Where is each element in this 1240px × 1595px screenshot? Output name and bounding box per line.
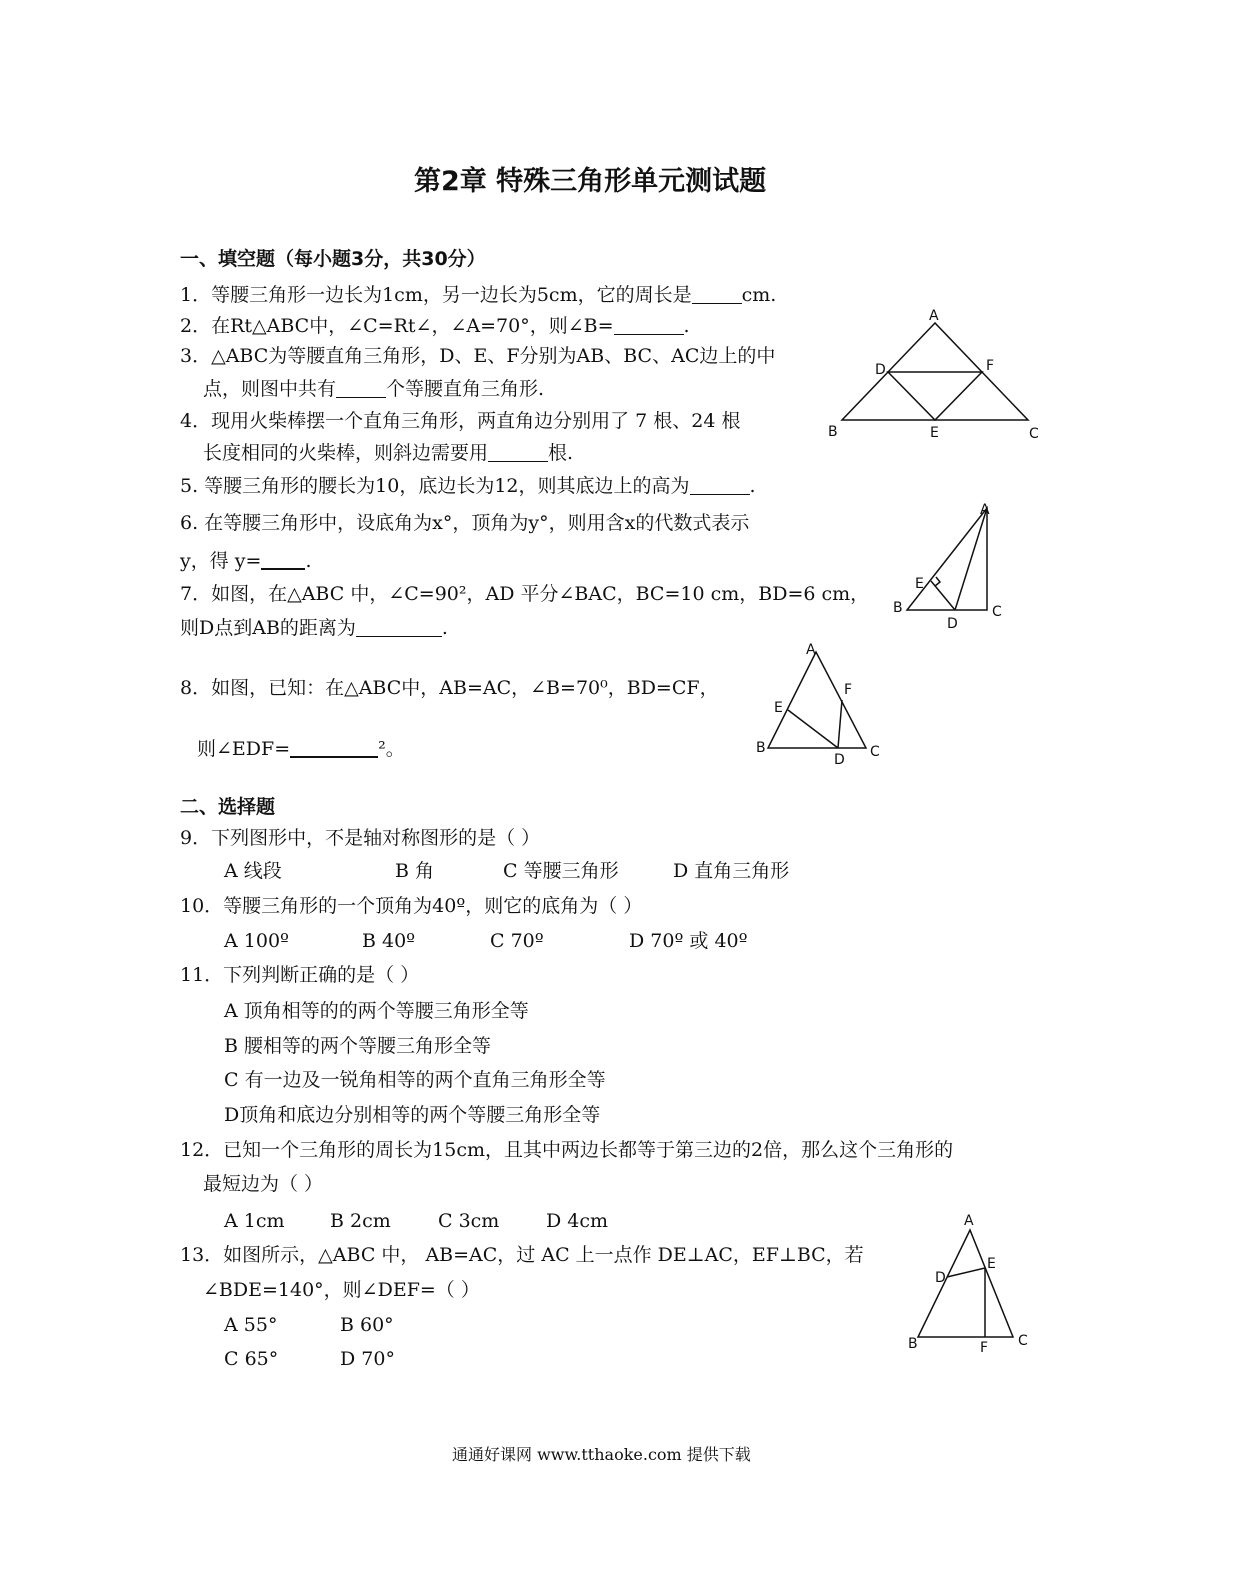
point-label-b: B [908,1336,918,1352]
point-label-b: B [828,424,838,440]
point-label-e: E [930,425,939,441]
option-c[interactable]: C 等腰三角形 [503,860,619,882]
option-d[interactable]: D顶角和底边分别相等的两个等腰三角形全等 [224,1104,601,1126]
answer-blank[interactable] [356,618,442,637]
point-label-e: E [774,700,783,716]
option-a[interactable]: A 线段 [224,860,282,882]
question-7-line-2: 则D点到AB的距离为 . [180,617,448,639]
figure-q8-triangle [750,640,890,770]
option-d[interactable]: D 直角三角形 [673,860,790,882]
point-label-c: C [870,744,880,760]
question-9: 9．下列图形中，不是轴对称图形的是（ ） [180,827,541,849]
question-12-line-1: 12．已知一个三角形的周长为15cm，且其中两边长都等于第三边的2倍，那么这个三角形的 [180,1139,954,1161]
question-11: 11．下列判断正确的是（ ） [180,964,420,986]
answer-blank[interactable] [336,379,386,398]
page-title: 第2章 特殊三角形单元测试题 [414,166,767,197]
answer-blank[interactable] [290,738,378,758]
point-label-c: C [1018,1333,1028,1349]
answer-blank[interactable] [614,316,684,335]
point-label-e: E [987,1256,996,1272]
point-label-f: F [986,358,995,374]
point-label-d: D [875,362,886,378]
question-5: 5. 等腰三角形的腰长为10，底边长为12，则其底边上的高为 . [180,475,756,497]
point-label-d: D [834,752,845,768]
section-heading-fill-in: 一、填空题（每小题3分，共30分） [180,248,486,270]
question-4-line-2: 长度相同的火柴棒，则斜边需要用 根. [203,442,574,464]
option-a[interactable]: A 1cm [224,1210,285,1232]
point-label-d: D [947,616,958,632]
answer-blank[interactable] [690,476,750,495]
option-a[interactable]: A 100º [224,930,289,952]
point-label-c: C [992,604,1002,620]
question-13-line-2: ∠BDE=140°，则∠DEF=（ ） [203,1279,480,1301]
point-label-c: C [1029,426,1039,442]
question-6-line-2: y，得 y= . [180,550,312,572]
footer-source: 通通好课网 www.tthaoke.com 提供下载 [452,1445,751,1464]
answer-blank[interactable] [261,550,305,570]
option-b[interactable]: B 40º [362,930,416,952]
point-label-f: F [844,682,853,698]
question-2: 2．在Rt△ABC中，∠C=Rt∠，∠A=70°，则∠B= . [180,315,690,337]
figure-q13-triangle [900,1210,1040,1360]
option-c[interactable]: C 3cm [438,1210,500,1232]
figure-q3-triangle [820,305,1050,445]
question-10: 10．等腰三角形的一个顶角为40º，则它的底角为（ ） [180,895,643,917]
option-b[interactable]: B 2cm [330,1210,391,1232]
point-label-f: F [980,1340,989,1356]
option-d[interactable]: D 70° [340,1348,395,1370]
question-8-line-1: 8．如图，已知：在△ABC中，AB=AC，∠B=70⁰，BD=CF， [180,677,719,699]
option-d[interactable]: D 70º 或 40º [629,930,748,952]
option-b[interactable]: B 角 [395,860,435,882]
point-label-a: A [964,1213,974,1229]
option-d[interactable]: D 4cm [546,1210,609,1232]
point-label-b: B [756,740,766,756]
option-b[interactable]: B 腰相等的两个等腰三角形全等 [224,1035,492,1057]
point-label-a: A [929,308,939,324]
point-label-b: B [893,600,903,616]
question-7-line-1: 7．如图，在△ABC 中，∠C=90²，AD 平分∠BAC，BC=10 cm，BD=6 cm， [180,583,870,605]
answer-blank[interactable] [488,443,548,462]
question-1: 1．等腰三角形一边长为1cm，另一边长为5cm，它的周长是 cm. [180,284,777,306]
option-c[interactable]: C 70º [490,930,544,952]
question-8-line-2: 则∠EDF= ²。 [197,738,405,760]
point-label-a: A [806,642,816,658]
point-label-a: A [980,502,990,518]
section-heading-choice: 二、选择题 [180,796,276,818]
question-6-line-1: 6. 在等腰三角形中，设底角为x°，顶角为y°，则用含x的代数式表示 [180,512,750,534]
point-label-d: D [935,1270,946,1286]
question-4-line-1: 4．现用火柴棒摆一个直角三角形，两直角边分别用了 7 根、24 根 [180,410,741,432]
answer-blank[interactable] [692,285,742,304]
question-12-line-2: 最短边为（ ） [203,1173,324,1195]
point-label-e: E [915,576,924,592]
option-a[interactable]: A 55° [224,1314,278,1336]
option-c[interactable]: C 65° [224,1348,279,1370]
question-3-line-1: 3．△ABC为等腰直角三角形，D、E、F分别为AB、BC、AC边上的中 [180,345,776,367]
option-a[interactable]: A 顶角相等的的两个等腰三角形全等 [224,1000,529,1022]
option-c[interactable]: C 有一边及一锐角相等的两个直角三角形全等 [224,1069,606,1091]
option-b[interactable]: B 60° [340,1314,394,1336]
question-13-line-1: 13．如图所示，△ABC 中， AB=AC，过 AC 上一点作 DE⊥AC，EF⊥BC，若 [180,1244,864,1266]
figure-q7-triangle [885,498,1015,638]
question-3-line-2: 点，则图中共有 个等腰直角三角形. [203,378,545,400]
